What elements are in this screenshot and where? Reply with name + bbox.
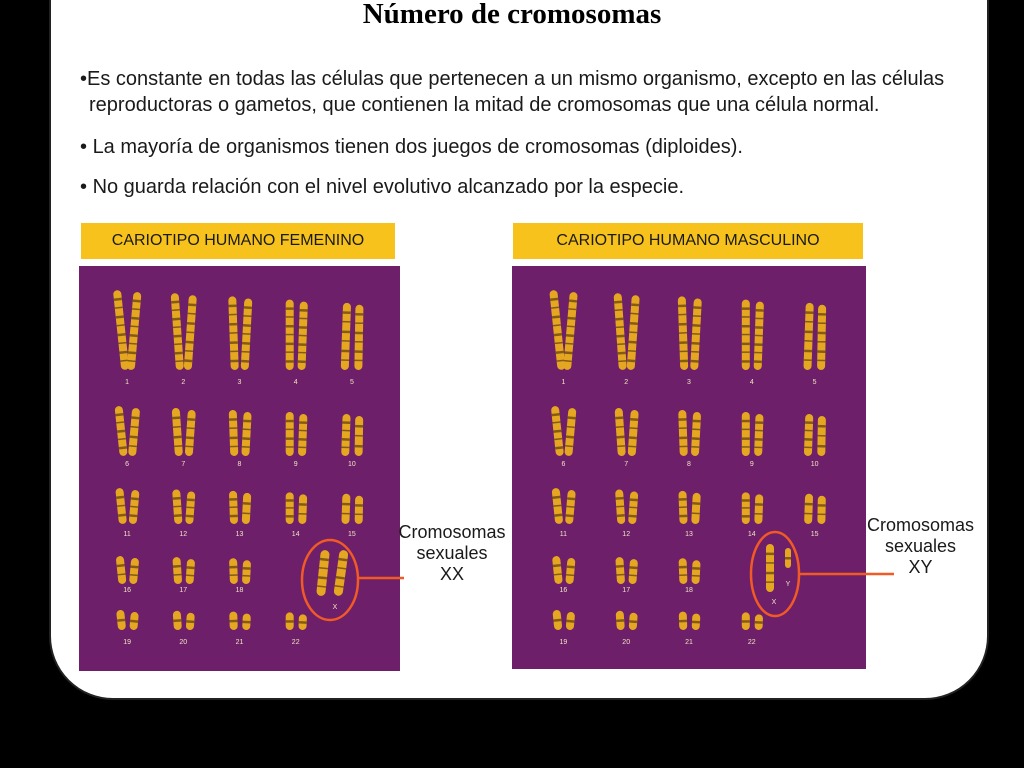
annotation-line: sexuales bbox=[884, 536, 957, 556]
chromosome bbox=[127, 292, 142, 370]
chromosome bbox=[286, 612, 294, 630]
chromosome-number-label: 6 bbox=[125, 461, 130, 468]
chromosome bbox=[628, 491, 638, 524]
chromosome-number-label: 1 bbox=[561, 379, 566, 386]
bullet-marker: • bbox=[80, 136, 93, 158]
chromosome bbox=[690, 298, 702, 370]
chromosome-number-label: 19 bbox=[123, 639, 131, 646]
chromosome-number-label: 19 bbox=[559, 639, 568, 646]
bullet-constant bbox=[80, 66, 980, 118]
chromosome bbox=[742, 612, 750, 630]
chromosome bbox=[754, 414, 763, 456]
chromosome bbox=[341, 414, 350, 456]
chromosome bbox=[615, 489, 625, 524]
chromosome-number-label: 21 bbox=[235, 639, 244, 646]
chromosome-number-label: 13 bbox=[685, 531, 693, 538]
chromosome-number-label: 20 bbox=[622, 639, 631, 646]
chromosome bbox=[184, 295, 197, 370]
bullet-text: La mayoría de organismos tienen dos juegos de cromosomas (diploides). bbox=[92, 136, 743, 158]
chromosome-number-label: 14 bbox=[747, 531, 756, 538]
chromosome bbox=[804, 494, 813, 525]
chromosome bbox=[678, 296, 689, 370]
chromosome bbox=[115, 488, 127, 525]
chromosome bbox=[679, 558, 688, 584]
sex-chromosome-label: Y bbox=[785, 581, 791, 588]
chromosome-number-label: 7 bbox=[624, 461, 629, 468]
chromosome-number-label: 10 bbox=[810, 461, 819, 468]
chromosome bbox=[804, 414, 813, 456]
chromosome bbox=[817, 416, 826, 456]
chromosome bbox=[565, 558, 575, 585]
chromosome-number-label: 5 bbox=[812, 379, 817, 386]
bullet-text-continuation: reproductoras o gametos, que contienen la mitad de cromosomas que una célula normal. bbox=[89, 94, 880, 116]
chromosome-number-label: 15 bbox=[810, 531, 819, 538]
chromosome bbox=[615, 408, 626, 456]
chromosome bbox=[678, 410, 688, 456]
chromosome bbox=[341, 303, 351, 370]
chromosome bbox=[616, 611, 625, 631]
chromosome bbox=[186, 613, 195, 631]
chromosome bbox=[172, 489, 182, 524]
chromosome bbox=[766, 544, 774, 592]
chromosome-number-label: 17 bbox=[179, 587, 188, 594]
chromosome bbox=[298, 494, 307, 524]
chromosome bbox=[286, 300, 294, 370]
chromosome bbox=[115, 406, 128, 457]
female-karyotype-drawing bbox=[79, 266, 400, 671]
chromosome-number-label: 18 bbox=[235, 587, 244, 594]
chromosome bbox=[242, 560, 251, 584]
chromosome bbox=[742, 492, 750, 524]
chromosome bbox=[172, 557, 182, 584]
chromosome-number-label: 12 bbox=[622, 531, 631, 538]
annotation-genotype: XY bbox=[908, 557, 933, 577]
chromosome bbox=[565, 490, 576, 525]
chromosome-number-label: 8 bbox=[237, 461, 242, 468]
chromosome-number-label: 2 bbox=[624, 379, 629, 386]
chromosome bbox=[229, 491, 238, 524]
chromosome bbox=[298, 614, 307, 630]
chromosome bbox=[229, 410, 239, 456]
chromosome-number-label: 9 bbox=[293, 461, 298, 468]
chromosome bbox=[678, 491, 687, 524]
chromosome bbox=[627, 295, 640, 370]
chromosome bbox=[785, 548, 791, 568]
chromosome bbox=[116, 556, 127, 585]
bullet-evolution bbox=[80, 174, 980, 200]
chromosome bbox=[185, 491, 195, 524]
chromosome bbox=[241, 412, 251, 456]
chromosome bbox=[298, 301, 308, 370]
chromosome bbox=[129, 490, 140, 525]
chromosome-number-label: 14 bbox=[291, 531, 300, 538]
chromosome bbox=[185, 410, 196, 456]
chromosome-number-label: 20 bbox=[179, 639, 188, 646]
chromosome bbox=[129, 612, 139, 631]
chromosome-number-label: 21 bbox=[685, 639, 693, 646]
chromosome bbox=[564, 408, 576, 457]
chromosome bbox=[333, 550, 348, 597]
male-karyotype-image bbox=[512, 266, 866, 669]
chromosome bbox=[691, 493, 701, 524]
chromosome bbox=[229, 611, 238, 630]
chromosome bbox=[742, 412, 750, 456]
chromosome bbox=[228, 296, 239, 370]
bullet-text: No guarda relación con el nivel evolutivo alcanzado por la especie. bbox=[92, 176, 685, 198]
bullet-diploid bbox=[80, 134, 980, 160]
chromosome bbox=[355, 496, 363, 524]
chromosome-number-label: 16 bbox=[559, 587, 568, 594]
chromosome bbox=[116, 610, 126, 631]
chromosome bbox=[551, 406, 564, 457]
chromosome bbox=[552, 488, 564, 525]
chromosome-number-label: 6 bbox=[561, 461, 566, 468]
chromosome bbox=[354, 305, 363, 370]
slide-title: Número de cromosomas bbox=[362, 0, 662, 30]
chromosome bbox=[128, 408, 140, 457]
annotation-genotype: XX bbox=[439, 564, 464, 584]
bullet-marker: • bbox=[80, 68, 88, 90]
chromosome bbox=[614, 293, 627, 370]
annotation-line: Cromosomas bbox=[866, 515, 975, 535]
chromosome bbox=[691, 412, 701, 456]
chromosome-number-label: 15 bbox=[348, 531, 356, 538]
chromosome bbox=[628, 410, 639, 456]
bullet-text: Es constante en todas las células que pertenecen a un mismo organismo, excepto en las células bbox=[87, 68, 945, 90]
chromosome bbox=[628, 559, 638, 584]
chromosome bbox=[803, 303, 813, 370]
chromosome bbox=[691, 560, 700, 584]
chromosome bbox=[172, 408, 183, 456]
chromosome-number-label: 1 bbox=[125, 379, 130, 386]
chromosome bbox=[552, 610, 562, 631]
chromosome-number-label: 11 bbox=[123, 531, 131, 538]
chromosome bbox=[679, 611, 688, 630]
chromosome bbox=[298, 414, 307, 456]
chromosome bbox=[241, 298, 253, 370]
chromosome-number-label: 18 bbox=[685, 587, 693, 594]
chromosome bbox=[754, 301, 764, 370]
chromosome bbox=[173, 611, 182, 631]
chromosome-number-label: 5 bbox=[349, 379, 354, 386]
chromosome bbox=[242, 493, 252, 524]
chromosome bbox=[755, 614, 764, 630]
male-sex-chromosome-annotation bbox=[863, 515, 978, 578]
chromosome-number-label: 2 bbox=[181, 379, 186, 386]
chromosome-number-label: 9 bbox=[749, 461, 754, 468]
female-karyotype-image bbox=[79, 266, 400, 671]
chromosome-number-label: 22 bbox=[747, 639, 756, 646]
chromosome bbox=[171, 293, 184, 370]
chromosome bbox=[563, 292, 578, 370]
chromosome bbox=[242, 613, 251, 630]
chromosome-number-label: 11 bbox=[559, 531, 568, 538]
chromosome bbox=[817, 496, 825, 524]
chromosome bbox=[355, 416, 364, 456]
chromosome bbox=[754, 494, 763, 524]
chromosome bbox=[549, 290, 565, 370]
chromosome-number-label: 3 bbox=[237, 379, 242, 386]
chromosome bbox=[566, 612, 576, 631]
sex-chromosome-label: X bbox=[332, 604, 338, 611]
chromosome-number-label: 17 bbox=[622, 587, 631, 594]
sex-chromosome-label: X bbox=[771, 599, 777, 606]
chromosome bbox=[341, 494, 350, 525]
chromosome bbox=[316, 550, 330, 597]
chromosome-number-label: 22 bbox=[291, 639, 300, 646]
chromosome bbox=[692, 613, 701, 630]
chromosome-number-label: 12 bbox=[179, 531, 188, 538]
chromosome-number-label: 10 bbox=[348, 461, 356, 468]
chromosome-number-label: 13 bbox=[235, 531, 244, 538]
chromosome bbox=[113, 290, 129, 370]
chromosome bbox=[615, 557, 625, 584]
chromosome-number-label: 4 bbox=[293, 379, 298, 386]
chromosome bbox=[629, 613, 638, 631]
male-karyotype-banner: CARIOTIPO HUMANO MASCULINO bbox=[513, 223, 863, 259]
chromosome-number-label: 3 bbox=[687, 379, 691, 386]
female-sex-chromosome-annotation bbox=[397, 522, 507, 585]
chromosome-number-label: 7 bbox=[181, 461, 186, 468]
bullet-marker: • bbox=[80, 176, 93, 198]
chromosome bbox=[129, 558, 139, 585]
annotation-line: Cromosomas bbox=[398, 522, 506, 542]
male-karyotype-drawing bbox=[512, 266, 866, 669]
annotation-line: sexuales bbox=[416, 543, 488, 563]
female-karyotype-banner: CARIOTIPO HUMANO FEMENINO bbox=[81, 223, 395, 259]
chromosome-number-label: 8 bbox=[687, 461, 691, 468]
chromosome-number-label: 4 bbox=[749, 379, 754, 386]
chromosome bbox=[286, 412, 294, 456]
chromosome bbox=[185, 559, 195, 584]
chromosome bbox=[286, 492, 294, 524]
chromosome bbox=[552, 556, 563, 585]
chromosome bbox=[742, 300, 750, 370]
chromosome bbox=[229, 558, 238, 584]
chromosome-number-label: 16 bbox=[123, 587, 131, 594]
chromosome bbox=[817, 305, 826, 370]
